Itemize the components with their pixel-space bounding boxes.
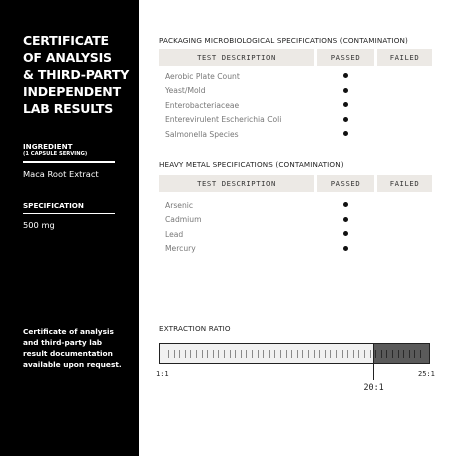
table-row bbox=[165, 98, 342, 113]
ratio-tick bbox=[241, 350, 242, 358]
ratio-tick bbox=[202, 350, 203, 358]
ratio-tick bbox=[252, 350, 253, 358]
availability-note: Certificate of analysis and third-party lab result documentation available upon request. bbox=[23, 327, 122, 369]
ratio-tick bbox=[185, 350, 186, 358]
passed-dot-icon bbox=[343, 102, 348, 107]
ratio-tick bbox=[235, 350, 236, 358]
specification-value: 500 mg bbox=[23, 220, 55, 230]
ratio-tick bbox=[218, 350, 219, 358]
ratio-tick bbox=[168, 350, 169, 358]
certificate-heading bbox=[23, 32, 135, 117]
passed-dot-icon bbox=[343, 246, 348, 251]
specification-label: SPECIFICATION bbox=[23, 200, 84, 210]
ratio-tick bbox=[179, 350, 180, 358]
table-row bbox=[165, 213, 342, 228]
ratio-tick bbox=[325, 350, 326, 358]
ratio-tick bbox=[319, 350, 320, 358]
test-name: Lead bbox=[165, 229, 184, 239]
passed-dot-icon bbox=[343, 117, 348, 122]
ratio-tick bbox=[230, 350, 231, 358]
ratio-tick bbox=[392, 350, 393, 358]
ratio-tick bbox=[224, 350, 225, 358]
table-row bbox=[165, 113, 342, 128]
ratio-tick bbox=[386, 350, 387, 358]
metals-table-header bbox=[159, 175, 432, 192]
ratio-tick bbox=[347, 350, 348, 358]
ratio-tick bbox=[398, 350, 399, 358]
micro-table-body bbox=[165, 69, 342, 142]
ratio-tick bbox=[213, 350, 214, 358]
divider bbox=[23, 213, 115, 215]
ingredient-value: Maca Root Extract bbox=[23, 168, 99, 179]
ratio-value-marker bbox=[373, 343, 375, 380]
ratio-max-label: 25:1 bbox=[418, 370, 435, 378]
column-header-failed: FAILED bbox=[377, 175, 432, 192]
ingredient-serving-note: (1 CAPSULE SERVING) bbox=[23, 151, 88, 157]
metals-section-title: HEAVY METAL SPECIFICATIONS (CONTAMINATION) bbox=[159, 160, 344, 169]
ratio-tick bbox=[291, 350, 292, 358]
passed-dot-icon bbox=[343, 73, 348, 78]
table-row bbox=[165, 69, 342, 84]
test-name: Enterevirulent Escherichia Coli bbox=[165, 115, 282, 125]
ingredient-label: INGREDIENT bbox=[23, 142, 73, 151]
test-name: Cadmium bbox=[165, 215, 202, 225]
ratio-tick bbox=[196, 350, 197, 358]
heading-line: OF ANALYSIS bbox=[23, 50, 112, 65]
ratio-tick bbox=[174, 350, 175, 358]
ratio-tick bbox=[336, 350, 337, 358]
ratio-tick bbox=[330, 350, 331, 358]
ratio-tick bbox=[286, 350, 287, 358]
column-header-test-description: TEST DESCRIPTION bbox=[159, 175, 314, 192]
ratio-tick bbox=[308, 350, 309, 358]
micro-section-title: PACKAGING MICROBIOLOGICAL SPECIFICATIONS (CONTAMINATION) bbox=[159, 36, 409, 45]
ratio-value-label: 20:1 bbox=[363, 382, 384, 392]
heading-line: INDEPENDENT bbox=[23, 84, 121, 99]
ratio-tick bbox=[364, 350, 365, 358]
ratio-tick bbox=[420, 350, 421, 358]
extraction-ratio-bar bbox=[159, 343, 430, 364]
passed-dot-icon bbox=[343, 202, 348, 207]
test-name: Mercury bbox=[165, 244, 196, 254]
test-name: Aerobic Plate Count bbox=[165, 71, 240, 81]
ratio-ticks bbox=[160, 344, 429, 363]
ratio-tick bbox=[358, 350, 359, 358]
ratio-tick bbox=[353, 350, 354, 358]
ratio-tick bbox=[342, 350, 343, 358]
ratio-tick bbox=[375, 350, 376, 358]
passed-dot-icon bbox=[343, 131, 348, 136]
table-row bbox=[165, 242, 342, 257]
ratio-tick bbox=[381, 350, 382, 358]
table-row bbox=[165, 127, 342, 142]
test-name: Yeast/Mold bbox=[165, 86, 206, 96]
column-header-passed: PASSED bbox=[317, 175, 374, 192]
ratio-tick bbox=[207, 350, 208, 358]
table-row bbox=[165, 84, 342, 99]
ratio-min-label: 1:1 bbox=[156, 370, 169, 378]
column-header-passed: PASSED bbox=[317, 49, 374, 66]
ratio-tick bbox=[403, 350, 404, 358]
passed-dot-icon bbox=[343, 88, 348, 93]
ratio-tick bbox=[302, 350, 303, 358]
table-row bbox=[165, 227, 342, 242]
micro-table-header bbox=[159, 49, 432, 66]
passed-dot-icon bbox=[343, 217, 348, 222]
ratio-tick bbox=[269, 350, 270, 358]
ratio-tick bbox=[280, 350, 281, 358]
ratio-tick bbox=[414, 350, 415, 358]
passed-dot-icon bbox=[343, 231, 348, 236]
test-name: Arsenic bbox=[165, 200, 194, 210]
column-header-test-description: TEST DESCRIPTION bbox=[159, 49, 314, 66]
heading-line: CERTIFICATE bbox=[23, 33, 109, 48]
metals-table-body bbox=[165, 198, 342, 256]
extraction-ratio-title: EXTRACTION RATIO bbox=[159, 324, 231, 333]
ratio-tick bbox=[370, 350, 371, 358]
divider bbox=[23, 161, 115, 163]
test-name: Enterobacteriaceae bbox=[165, 100, 240, 110]
sidebar bbox=[0, 0, 139, 456]
ratio-tick bbox=[274, 350, 275, 358]
test-name: Salmonella Species bbox=[165, 129, 239, 139]
ratio-tick bbox=[190, 350, 191, 358]
main-content bbox=[159, 0, 434, 456]
ratio-tick bbox=[246, 350, 247, 358]
ratio-tick bbox=[263, 350, 264, 358]
heading-line: & THIRD-PARTY bbox=[23, 67, 130, 82]
table-row bbox=[165, 198, 342, 213]
heading-line: LAB RESULTS bbox=[23, 101, 114, 116]
ratio-tick bbox=[297, 350, 298, 358]
ratio-tick bbox=[314, 350, 315, 358]
ratio-tick bbox=[258, 350, 259, 358]
ratio-tick bbox=[409, 350, 410, 358]
column-header-failed: FAILED bbox=[377, 49, 432, 66]
